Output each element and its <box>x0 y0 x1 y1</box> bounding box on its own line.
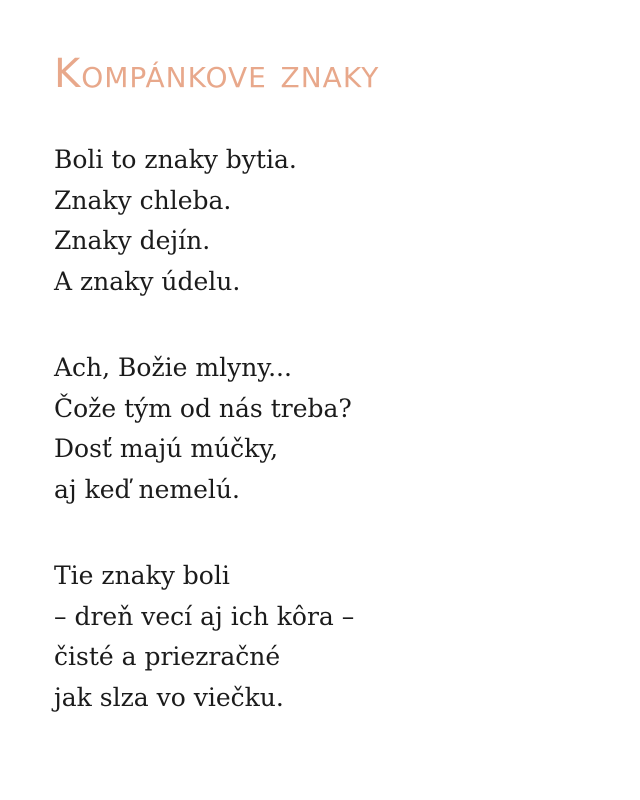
poem-line: aj keď nemelú. <box>54 474 240 504</box>
poem-line: Boli to znaky bytia. <box>54 145 297 174</box>
poem-line: Ach, Božie mlyny... <box>54 353 292 382</box>
poem-line: jak slza vo viečku. <box>54 682 284 712</box>
poem-line: A znaky údelu. <box>54 266 241 296</box>
poem-line: Čože tým od nás treba? <box>54 393 352 423</box>
poem-line: Dosť majú múčky, <box>54 434 279 463</box>
poem-body <box>54 140 614 764</box>
poem-line: Znaky chleba. <box>54 185 232 215</box>
poem-line: – dreň vecí aj ich kôra – <box>54 601 355 631</box>
stanza-2 <box>54 348 614 510</box>
poem-title: Kompánkove znaky <box>54 51 380 97</box>
stanza-3 <box>54 556 614 718</box>
poem-line: čisté a priezračné <box>54 642 281 671</box>
poem-line: Znaky dejín. <box>54 226 211 255</box>
stanza-1 <box>54 140 614 302</box>
poem-line: Tie znaky boli <box>54 561 230 590</box>
